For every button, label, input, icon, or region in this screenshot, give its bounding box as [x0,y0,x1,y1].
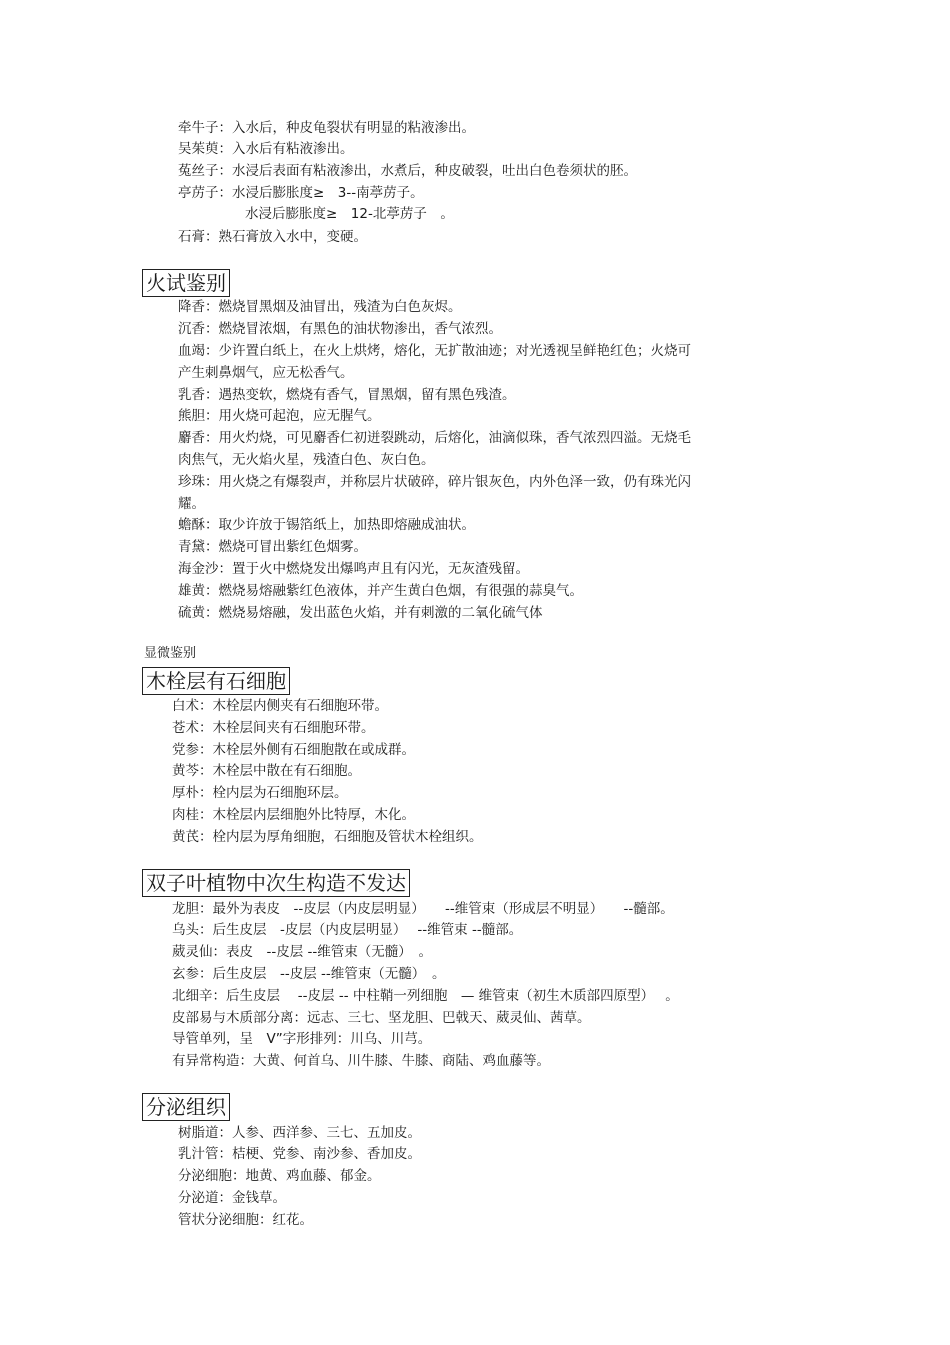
text-line: 分泌细胞：地黄、鸡血藤、郁金。 [178,1168,381,1184]
section-heading-dicot: 双子叶植物中次生构造不发达 [142,869,410,897]
text-line: 树脂道：人参、西洋参、三七、五加皮。 [178,1125,421,1141]
text-line: 熊胆：用火烧可起泡，应无腥气。 [178,408,381,424]
text-line: 水浸后膨胀度≥ 12-北葶苈子 。 [245,206,454,222]
text-line: 硫黄：燃烧易熔融，发出蓝色火焰，并有刺激的二氧化硫气体 [178,605,543,621]
text-line: 葳灵仙：表皮 --皮层 --维管束（无髓） 。 [172,944,433,960]
text-line: 肉桂：木栓层内层细胞外比特厚，木化。 [172,807,415,823]
text-line: 玄参：后生皮层 --皮层 --维管束（无髓） 。 [172,966,446,982]
text-line: 龙胆：最外为表皮 --皮层（内皮层明显） --维管束（形成层不明显） --髓部。 [172,901,674,917]
section-heading-secretory: 分泌组织 [142,1093,230,1121]
section-heading-fire: 火试鉴别 [142,269,230,297]
section-heading-cork: 木栓层有石细胞 [142,667,290,695]
text-line: 导管单列，呈 V”字形排列：川乌、川芎。 [172,1031,432,1047]
text-line: 耀。 [178,496,205,512]
text-line: 黄芩：木栓层中散在有石细胞。 [172,763,361,779]
text-line: 苍术：木栓层间夹有石细胞环带。 [172,720,375,736]
text-line: 乳香：遇热变软，燃烧有香气，冒黑烟，留有黑色残渣。 [178,387,516,403]
text-line: 产生刺鼻烟气，应无松香气。 [178,365,354,381]
text-line: 石膏：熟石膏放入水中，变硬。 [178,229,367,245]
text-line: 麝香：用火灼烧，可见麝香仁初迸裂跳动，后熔化，油滴似珠，香气浓烈四溢。无烧毛 [178,430,691,446]
text-line: 皮部易与木质部分离：远志、三七、坚龙胆、巴戟天、葳灵仙、茜草。 [172,1010,591,1026]
text-line: 北细辛：后生皮层 --皮层 -- 中柱鞘一列细胞 — 维管束（初生木质部四原型） 。 [172,988,679,1004]
text-line: 管状分泌细胞：红花。 [178,1212,313,1228]
text-line: 牵牛子：入水后，种皮龟裂状有明显的粘液渗出。 [178,120,475,136]
text-line: 白术：木栓层内侧夹有石细胞环带。 [172,698,388,714]
text-line: 党参：木栓层外侧有石细胞散在或成群。 [172,742,415,758]
text-line: 珍珠：用火烧之有爆裂声，并称层片状破碎，碎片银灰色，内外色泽一致，仍有珠光闪 [178,474,691,490]
text-line: 乳汁管：桔梗、党参、南沙参、香加皮。 [178,1146,421,1162]
text-line: 海金沙：置于火中燃烧发出爆鸣声且有闪光，无灰渣残留。 [178,561,529,577]
text-line: 菟丝子：水浸后表面有粘液渗出，水煮后，种皮破裂，吐出白色卷须状的胚。 [178,163,637,179]
text-line: 吴茱萸：入水后有粘液渗出。 [178,141,354,157]
text-line: 降香：燃烧冒黑烟及油冒出，残渣为白色灰烬。 [178,299,462,315]
text-line: 蟾酥：取少许放于锡箔纸上，加热即熔融成油状。 [178,517,475,533]
text-line: 肉焦气，无火焰火星，残渣白色、灰白色。 [178,452,435,468]
text-line: 血竭：少许置白纸上，在火上烘烤，熔化，无扩散油迹；对光透视呈鲜艳红色；火烧可 [178,343,691,359]
text-line: 亭苈子：水浸后膨胀度≥ 3--南葶苈子。 [178,185,424,201]
text-line: 黄芪：栓内层为厚角细胞，石细胞及管状木栓组织。 [172,829,483,845]
text-line: 有异常构造：大黄、何首乌、川牛膝、牛膝、商陆、鸡血藤等。 [172,1053,550,1069]
text-line: 青黛：燃烧可冒出紫红色烟雾。 [178,539,367,555]
text-line: 沉香：燃烧冒浓烟，有黑色的油状物渗出，香气浓烈。 [178,321,502,337]
section-label-micro: 显微鉴别 [144,646,197,661]
text-line: 厚朴：栓内层为石细胞环层。 [172,785,348,801]
text-line: 分泌道：金钱草。 [178,1190,286,1206]
text-line: 雄黄：燃烧易熔融紫红色液体，并产生黄白色烟，有很强的蒜臭气。 [178,583,583,599]
text-line: 乌头：后生皮层 -皮层（内皮层明显） --维管束 --髓部。 [172,922,523,938]
